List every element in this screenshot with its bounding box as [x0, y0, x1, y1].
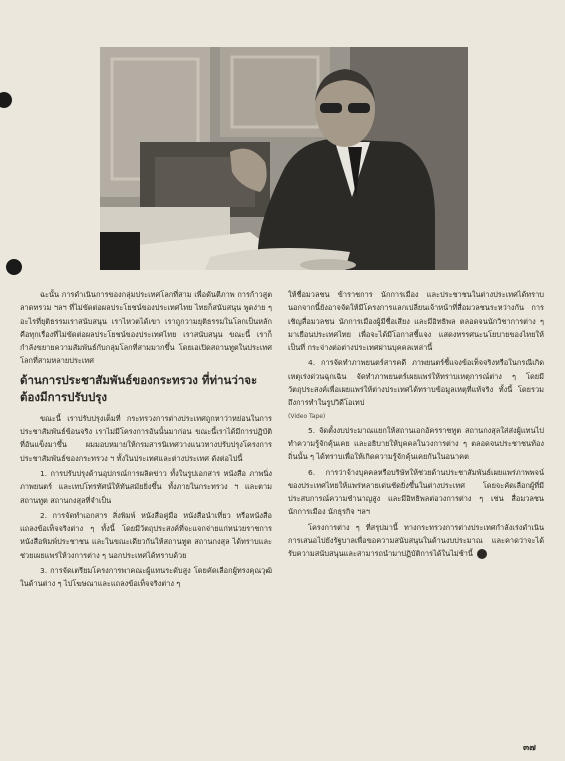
video-tape-note: (Video Tape): [288, 412, 326, 420]
list-item-3: 3. การจัดเตรียมโครงการพาคณะผู้แทนระดับสูง โดยคัดเลือกผู้ทรงคุณวุฒิในด้านต่าง ๆ ไปโฆษณาและแถลงข้อเท็จจริงต่าง ๆ: [20, 566, 272, 589]
left-paragraph-2: ขณะนี้ เราปรับปรุงเต็มที่ กระทรวงการต่างประเทศถูกหาว่าหย่อนในการประชาสัมพันธ์ข้อนจริง เราไม่มีโครงการอันนั้นมาก่อน ขณะนี้เราได้มีการปฏิบัติที่อันแข็งมาขึ้น ผมมอบหมายให้กรมสารนิเทศวางแนวทางปรับปรุงโครงการประชาสัมพันธ์ของกระทรวง ฯ ทั้งในประเทศและต่างประเทศ ดังต่อไปนี้: [20, 413, 272, 463]
left-column: [20, 288, 272, 593]
page-number: ๓๗: [523, 743, 536, 753]
list-item-2: 2. การจัดทำเอกสาร สิ่งพิมพ์ หนังสือคู่มือ หนังสือนำเที่ยว หรือหนังสือแถลงข้อเท็จจริงต่าง ๆ ทั้งนี้ โดยมีวัตถุประสงค์ที่จะแจกจ่ายแก่หน่วยราชการ หนังสือพิมพ์ประชาชน และในขณะเดียวกันให้สถานทูต สถานกงสุล ได้ทราบและช่วยเผยแพร่ให้วงการต่าง ๆ นอกประเทศได้ทราบด้วย: [20, 510, 272, 560]
list-item-1: 1. การปรับปรุงด้านอุปกรณ์การผลิตข่าว ทั้งในรูปเอกสาร หนังสือ ภาพนิ่ง ภาพยนตร์ และเทปโทรทัศน์ให้ทันสมัยยิ่งขึ้น ทั้งภายในกระทรวง ฯ และตามสถานทูต สถานกงสุลที่จำเป็น: [20, 468, 272, 505]
end-mark-icon: [477, 549, 487, 559]
list-item-4: 4. การจัดทำภาพยนตร์สารคดี ภาพยนตร์ชี้แจงข้อเท็จจริงหรือในกรณีเกิดเหตุเร่งด่วนฉุกเฉิน จัดทำภาพยนตร์เผยแพร่ให้ทราบเหตุการณ์ต่าง ๆ โดยมีวัตถุประสงค์เพื่อเผยแพร่ให้ต่างประเทศได้ทราบข้อมูลเหตุที่แท้จริง ทั้งนี้ โดยรวมถึงการทำในรูปวิดีโอเทป: [288, 358, 544, 408]
binder-hole-bottom: [6, 259, 22, 275]
interview-photo: [100, 47, 468, 270]
section-heading: ด้านการประชาสัมพันธ์ของกระทรวง ที่ท่านว่าจะต้องมีการปรับปรุง: [20, 372, 258, 404]
right-column: [288, 288, 544, 563]
list-item-5: 5. จัดตั้งงบประมาณแยกให้สถานเอกอัครราชทูต สถานกงสุลใส่ส่งผู้แทนไปทำความรู้จักคุ้นเคย และอธิบายให้บุคคลในวงการต่าง ๆ ตลอดจนประชาชนท้องถิ่นนั้น ๆ ได้ทราบเพื่อให้เกิดความรู้จักคุ้นเคยกันในอนาคต: [288, 425, 544, 462]
left-paragraph-1: ฉะนั้น การดำเนินการของกลุ่มประเทศโลกที่สาม เพื่อดันตีภาพ การก้าวสูตลาดทรวม ฯลฯ ที่ไม่ขัดต่อผลประโยชน์ของประเทศไทย ไทยก็สนับสนุน พูดง่าย ๆ อะไรที่ยุติธรรมเราสนับสนุน เราไหวตได้เขา เราถูกวามยุติธรรมในโลกเป็นหลัก คือทุกเรื่องที่ไม่ขัดต่อผลประโยชน์ของประเทศไทย เราสนับสนุน ขณะนี้ เราก็กำลังขยายความสัมพันธ์กับกลุ่มโลกที่สามมากขึ้น โดยเอเปิดสถานทูตในประเทศโลกที่สามหลายประเทศ: [20, 290, 272, 366]
binder-hole-top: [0, 92, 12, 108]
closing-paragraph: [288, 521, 544, 561]
right-paragraph-1: ให้ชื่อมวลชน ข้าราชการ นักการเมือง และประชาชนในต่างประเทศได้ทราบ นอกจากนี้ยังอาจจัดให้มีโครงการแลกเปลี่ยนเจ้าหน้าที่สื่อมวลชนระหว่างกัน การเชิญสื่อมวลชน นักการเมืองผู้มีชื่อเสียง และมีอิทธิพล ตลอดจนนักวิชาการต่าง ๆ มาเยือนประเทศไทย เพื่อจะได้มีโอกาสชี้แจง แสดงทรรศนะนโยบายของไทยให้เป็นที่ กระจ่างต่อต่างประเทศผ่านบุคคลเหล่านี้: [288, 290, 544, 353]
list-item-6: 6. การว่าจ้างบุคคลหรือบริษัทให้ช่วยด้านประชาสัมพันธ์เผยแพร่ภาพพจน์ของประเทศไทยให้แพร่หลายเด่นชัดยิ่งขึ้นในต่างประเทศ โดยจะคัดเลือกผู้ที่มีประสบการณ์ความชำนาญสูง และมีอิทธิพลต่อวงการต่าง ๆ เช่น สื่อมวลชน นักการเมือง นักธุรกิจ ฯลฯ: [288, 467, 544, 517]
closing-text: โครงการต่าง ๆ ที่สรุปมานี้ ทางกระทรวงการต่างประเทศกำลังเร่งดำเนินการเสนอไปยังรัฐบาลเพื่อขอความสนับสนุนในด้านงบประมาณ และคาดว่าจะได้รับความสนับสนุนและสามารถนำมาปฏิบัติการได้ในไม่ช้านี้: [288, 522, 544, 559]
